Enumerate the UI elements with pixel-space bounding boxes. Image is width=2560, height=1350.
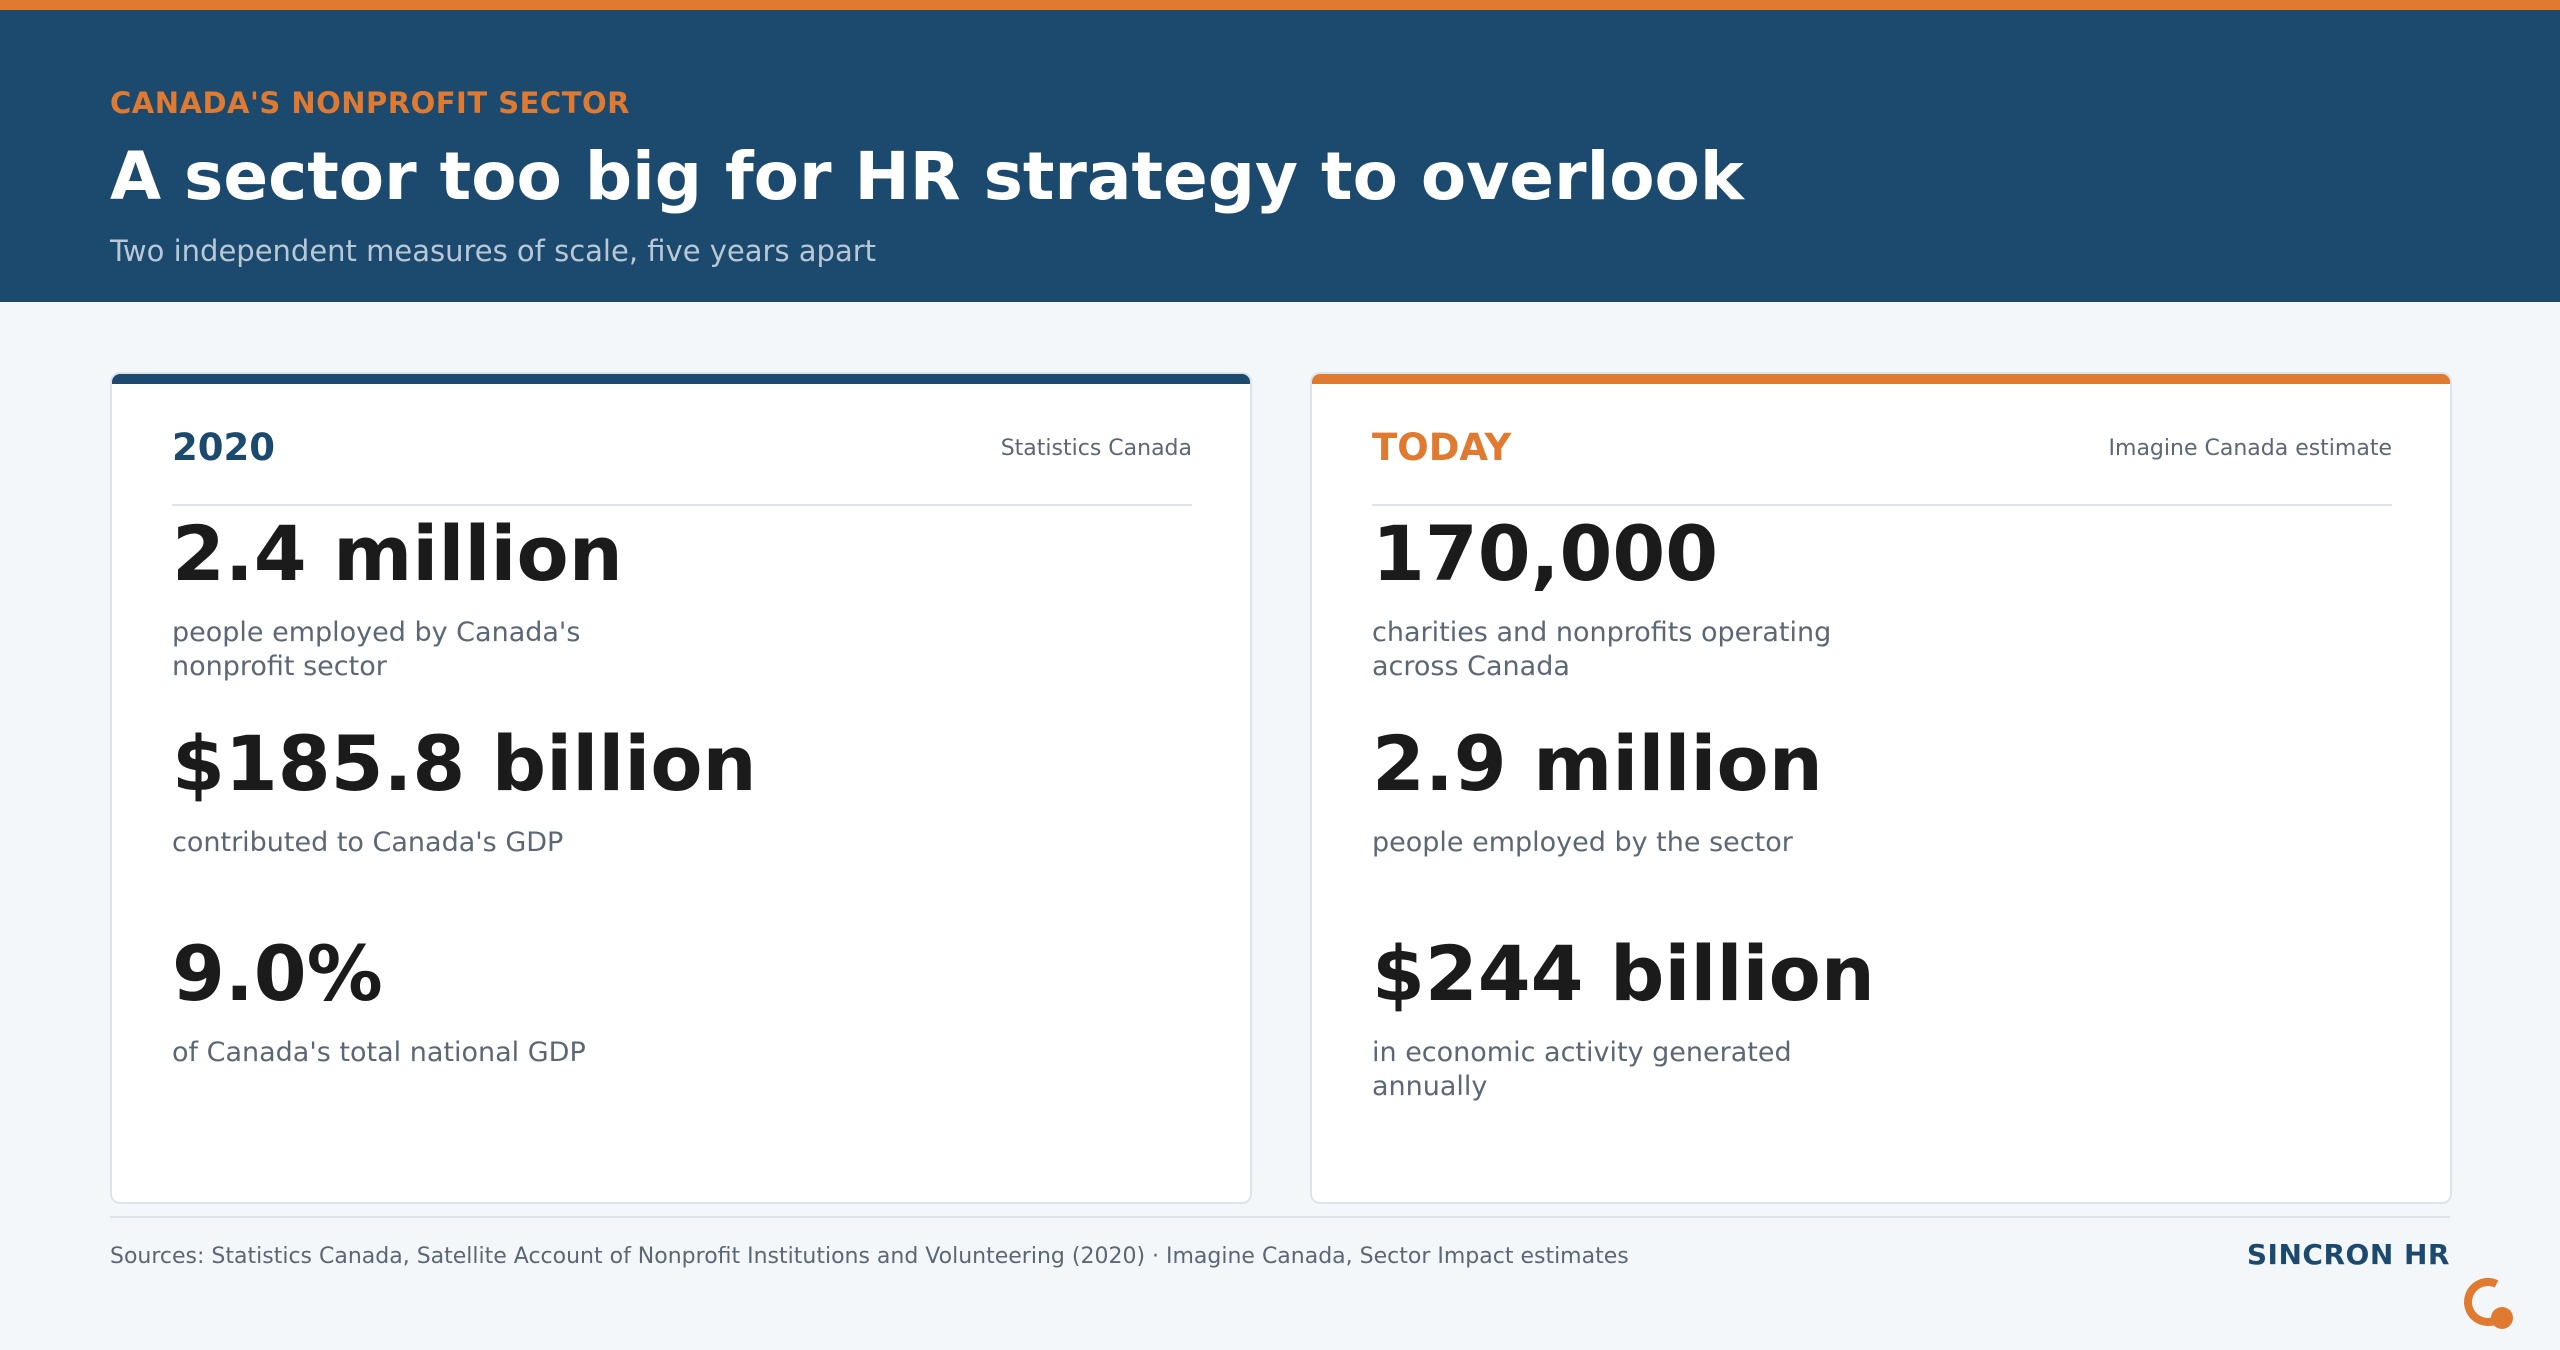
stat-card-today [1310, 372, 2452, 1204]
stat-value: 9.0% [172, 929, 383, 1018]
stat-value: 170,000 [1372, 509, 1719, 598]
stat-description: in economic activity generated annually [1372, 1037, 1792, 1102]
stat-block [172, 719, 1172, 860]
eyebrow-label: CANADA'S NONPROFIT SECTOR [110, 86, 630, 120]
footer-sources: Sources: Statistics Canada, Satellite Account of Nonprofit Institutions and Volunteering (2020) · Imagine Canada, Sector Impact estimates [110, 1244, 1629, 1269]
stat-description: of Canada's total national GDP [172, 1037, 586, 1068]
card-divider [172, 504, 1192, 506]
header-banner [0, 0, 2560, 302]
stat-block [1372, 509, 2372, 684]
card-divider [1372, 504, 2392, 506]
card-label: TODAY [1372, 426, 1512, 469]
card-label: 2020 [172, 426, 275, 469]
stat-value: $244 billion [1372, 929, 1875, 1018]
stat-description: people employed by the sector [1372, 827, 1793, 858]
page-title: A sector too big for HR strategy to overlook [110, 138, 1744, 215]
page-subtitle: Two independent measures of scale, five years apart [110, 234, 877, 268]
card-accent-bar [112, 374, 1250, 384]
footer-divider [110, 1216, 2450, 1218]
card-source: Imagine Canada estimate [2108, 436, 2392, 461]
sincron-logo-icon [2462, 1274, 2522, 1334]
stat-description: charities and nonprofits operating across Canada [1372, 617, 1832, 682]
stat-value: 2.4 million [172, 509, 623, 598]
stat-value: 2.9 million [1372, 719, 1823, 808]
stat-card-2020 [110, 372, 1252, 1204]
stat-block [172, 929, 1172, 1070]
card-accent-bar [1312, 374, 2450, 384]
stat-block [1372, 719, 2372, 860]
stat-value: $185.8 billion [172, 719, 757, 808]
brand-name: SINCRON HR [2246, 1238, 2450, 1271]
stat-block [172, 509, 1172, 684]
card-source: Statistics Canada [1000, 436, 1192, 461]
stat-block [1372, 929, 2372, 1104]
stat-description: contributed to Canada's GDP [172, 827, 564, 858]
stat-description: people employed by Canada's nonprofit sector [172, 617, 581, 682]
